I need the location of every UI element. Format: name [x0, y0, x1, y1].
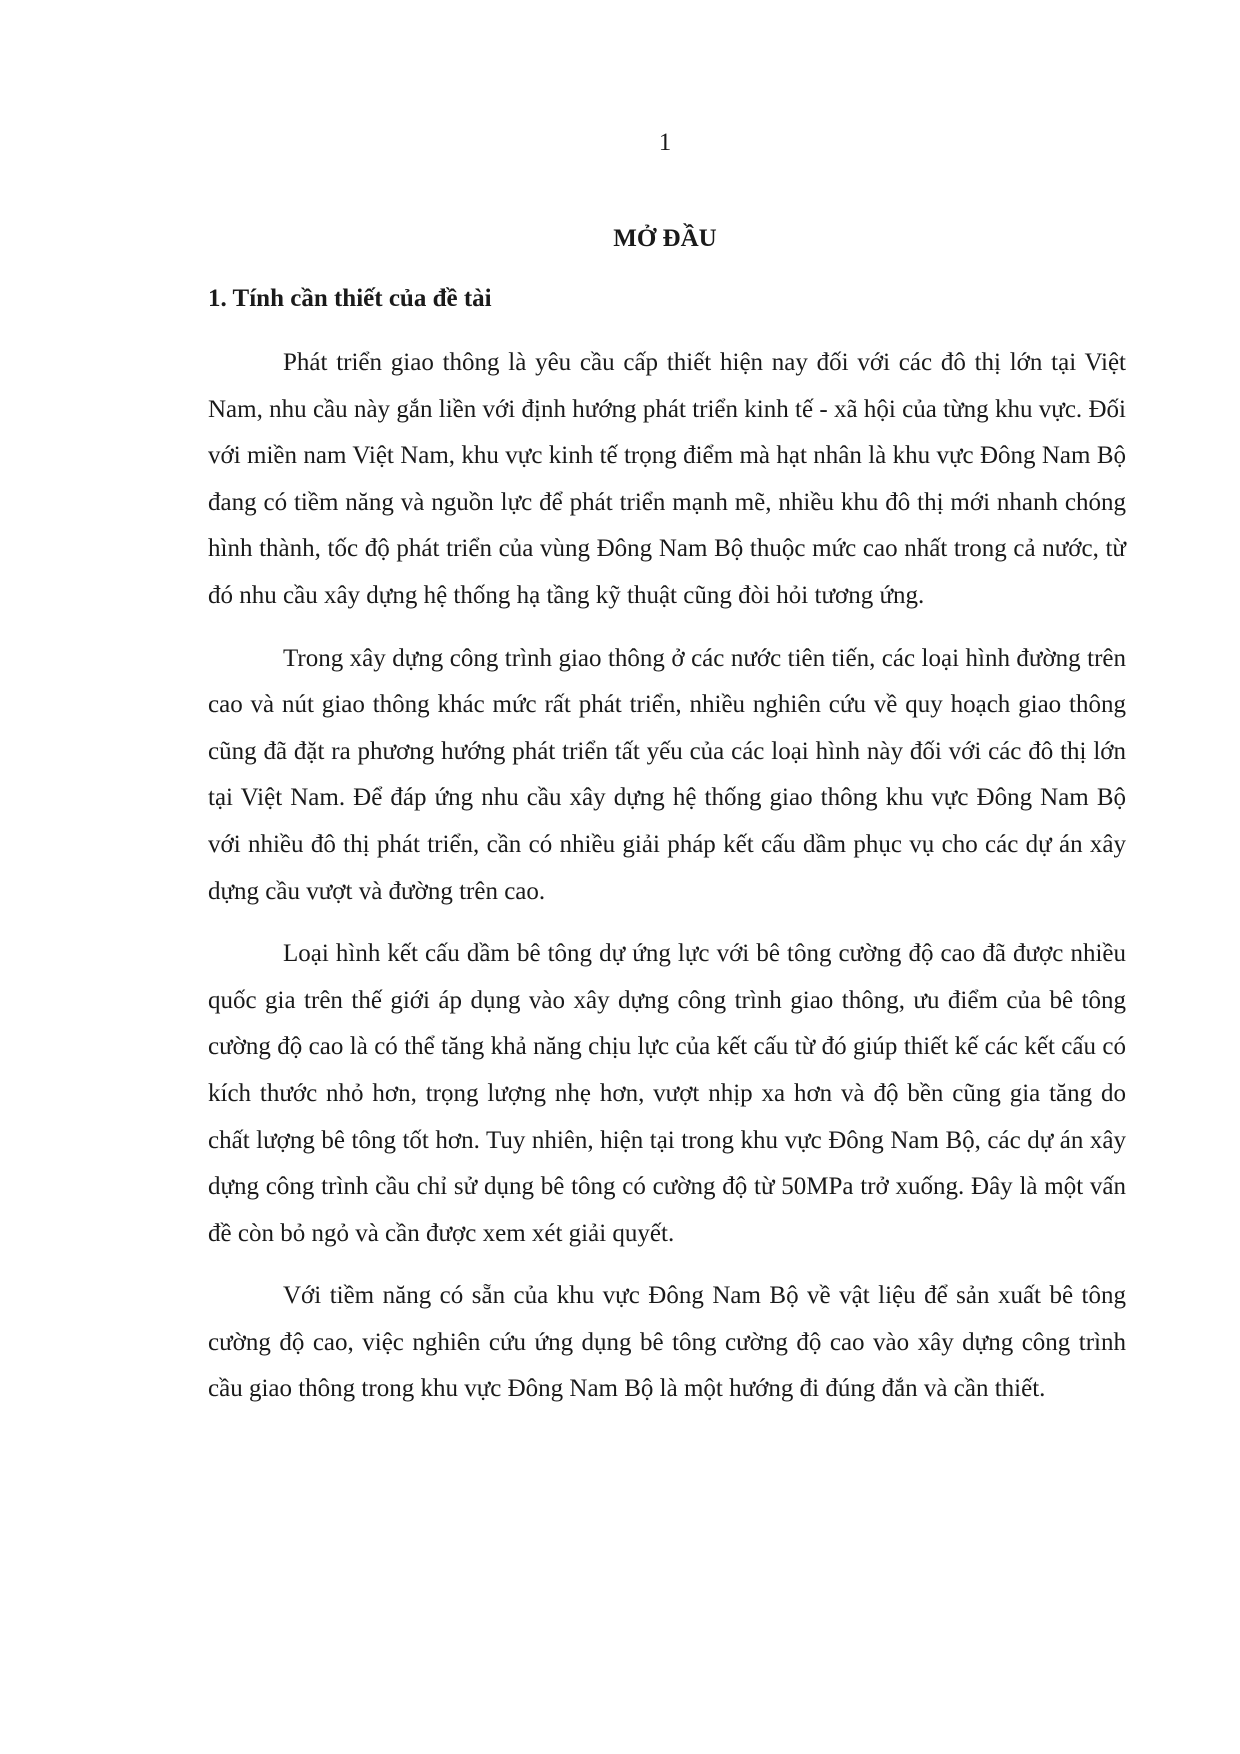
section-heading: 1. Tính cần thiết của đề tài: [208, 285, 492, 312]
chapter-title: MỞ ĐẦU: [613, 225, 717, 252]
paragraph-1: Phát triển giao thông là yêu cầu cấp thiết hiện nay đối với các đô thị lớn tại Việt Nam, nhu cầu này gắn liền với định hướng phát triển kinh tế - xã hội của từng khu vực. Đối với miền nam Việt Nam, khu vực kinh tế trọng điểm mà hạt nhân là khu vực Đông Nam Bộ đang có tiềm năng và nguồn lực để phát triển mạnh mẽ, nhiều khu đô thị mới nhanh chóng hình thành, tốc độ phát triển của vùng Đông Nam Bộ thuộc mức cao nhất trong cả nước, từ đó nhu cầu xây dựng hệ thống hạ tầng kỹ thuật cũng đòi hỏi tương ứng.: [208, 349, 1126, 609]
paragraph-4: Với tiềm năng có sẵn của khu vực Đông Nam Bộ về vật liệu để sản xuất bê tông cường độ cao, việc nghiên cứu ứng dụng bê tông cường độ cao vào xây dựng công trình cầu giao thông trong khu vực Đông Nam Bộ là một hướng đi đúng đắn và cần thiết.: [208, 1282, 1126, 1403]
paragraph-3: Loại hình kết cấu dầm bê tông dự ứng lực với bê tông cường độ cao đã được nhiều quốc gia trên thế giới áp dụng vào xây dựng công trình giao thông, ưu điểm của bê tông cường độ cao là có thể tăng khả năng chịu lực của kết cấu từ đó giúp thiết kế các kết cấu có kích thước nhỏ hơn, trọng lượng nhẹ hơn, vượt nhịp xa hơn và độ bền cũng gia tăng do chất lượng bê tông tốt hơn. Tuy nhiên, hiện tại trong khu vực Đông Nam Bộ, các dự án xây dựng công trình cầu chỉ sử dụng bê tông có cường độ từ 50MPa trở xuống. Đây là một vấn đề còn bỏ ngỏ và cần được xem xét giải quyết.: [208, 940, 1126, 1247]
body-text: [208, 340, 1126, 1429]
page-number: 1: [658, 129, 672, 156]
paragraph-2: Trong xây dựng công trình giao thông ở các nước tiên tiến, các loại hình đường trên cao và nút giao thông khác mức rất phát triển, nhiều nghiên cứu về quy hoạch giao thông cũng đã đặt ra phương hướng phát triển tất yếu của các loại hình này đối với các đô thị lớn tại Việt Nam. Để đáp ứng nhu cầu xây dựng hệ thống giao thông khu vực Đông Nam Bộ với nhiều đô thị phát triển, cần có nhiều giải pháp kết cấu dầm phục vụ cho các dự án xây dựng cầu vượt và đường trên cao.: [208, 644, 1126, 905]
